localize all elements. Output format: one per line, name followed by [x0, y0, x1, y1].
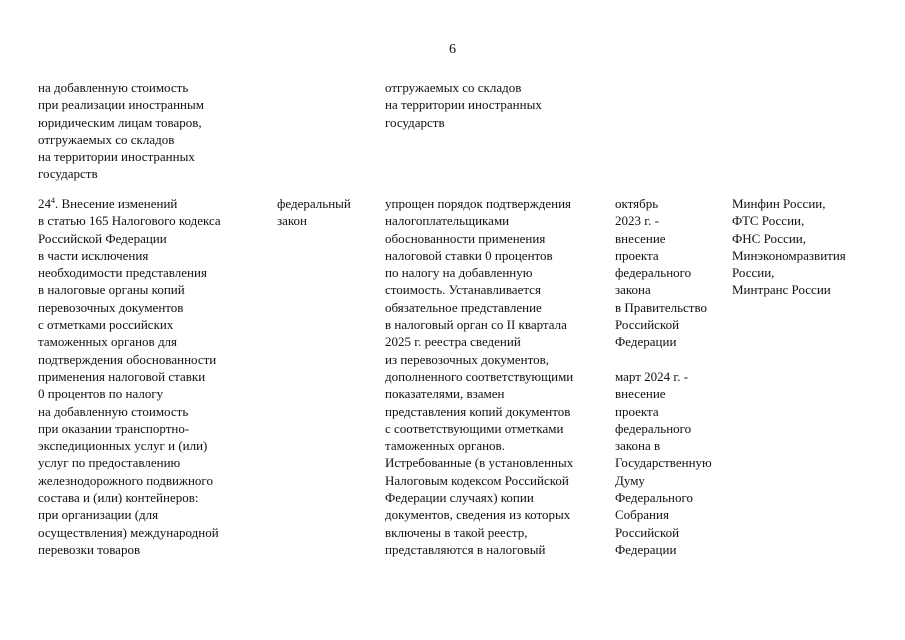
text-line: при организации (для — [38, 507, 159, 523]
text-line: Федерации — [615, 541, 677, 557]
continuation-measure-cell — [38, 79, 204, 183]
measure-title: . Внесение изменений — [55, 196, 178, 211]
text-line: федерального — [615, 420, 692, 436]
text-line: с отметками российских — [38, 317, 174, 333]
text-line: закона — [615, 282, 651, 298]
text-line: Государственную — [615, 455, 712, 471]
text-line: на добавленную стоимость — [38, 403, 189, 419]
text-line: государств — [385, 114, 445, 130]
text-line: отгружаемых со складов — [38, 131, 175, 147]
text-line: проекта — [615, 403, 659, 419]
text-line: Российской Федерации — [38, 230, 167, 246]
text-line: состава и (или) контейнеров: — [38, 490, 199, 506]
text-line: по налогу на добавленную — [385, 265, 533, 281]
text-line: перевозочных документов — [38, 299, 184, 315]
text-line: в налоговые органы копий — [38, 282, 185, 298]
text-line: включены в такой реестр, — [385, 524, 528, 540]
text-line: Федерации — [615, 334, 677, 350]
text-line: на добавленную стоимость — [38, 80, 189, 95]
text-line: железнодорожного подвижного — [38, 472, 213, 488]
text-line: обоснованности применения — [385, 230, 546, 246]
text-line: внесение — [615, 230, 666, 246]
measure-cell — [38, 195, 221, 558]
text-line: в статью 165 Налогового кодекса — [38, 213, 221, 229]
text-line: таможенных органов. — [385, 438, 505, 454]
text-line: при оказании транспортно- — [38, 420, 190, 436]
text-line: Думу — [615, 472, 645, 488]
spacer — [615, 351, 712, 368]
text-line: стоимость. Устанавливается — [385, 282, 541, 298]
responsible-cell — [732, 195, 846, 299]
text-line: проекта — [615, 247, 659, 263]
text-line: Истребованные (в установленных — [385, 455, 574, 471]
text-line: услуг по предоставлению — [38, 455, 181, 471]
text-line: дополненного соответствующими — [385, 368, 574, 384]
text-line: обязательное представление — [385, 299, 542, 315]
text-line: Налоговым кодексом Российской — [385, 472, 569, 488]
text-line: России, — [732, 265, 775, 281]
page-number: 6 — [449, 42, 456, 57]
text-line: март 2024 г. - — [615, 368, 689, 384]
text-line: перевозки товаров — [38, 541, 141, 557]
text-line: Собрания — [615, 507, 669, 523]
text-line: налоговой ставки 0 процентов — [385, 247, 553, 263]
text-line: при реализации иностранным — [38, 97, 204, 113]
text-line: показателями, взамен — [385, 386, 505, 402]
text-line: внесение — [615, 386, 666, 402]
text-line: из перевозочных документов, — [385, 351, 550, 367]
text-line: в Правительство — [615, 299, 708, 315]
text-line: ФНС России, — [732, 230, 807, 246]
text-line: 0 процентов по налогу — [38, 386, 164, 402]
text-line: Минтранс России — [732, 282, 831, 298]
text-line: юридическим лицам товаров, — [38, 114, 202, 130]
text-line: таможенных органов для — [38, 334, 178, 350]
text-line: в налоговый орган со II квартала — [385, 317, 567, 333]
document-type-cell — [277, 195, 351, 230]
text-line: экспедиционных услуг и (или) — [38, 438, 208, 454]
text-line: налогоплательщиками — [385, 213, 510, 229]
text-line: необходимости представления — [38, 265, 207, 281]
deadline-cell — [615, 195, 712, 558]
text-line: с соответствующими отметками — [385, 420, 564, 436]
text-line: федеральный — [277, 196, 351, 211]
text-line: закон — [277, 213, 308, 229]
row-number-superscript: 4 — [51, 196, 55, 205]
text-line: упрощен порядок подтверждения — [385, 196, 572, 211]
text-line: представляются в налоговый — [385, 541, 546, 557]
text-line: представления копий документов — [385, 403, 571, 419]
text-line: осуществления) международной — [38, 524, 219, 540]
text-line: Минэкономразвития — [732, 247, 846, 263]
text-line: отгружаемых со складов — [385, 80, 522, 95]
text-line: Российской — [615, 524, 680, 540]
text-line: на территории иностранных — [38, 149, 195, 165]
text-line: Федерального — [615, 490, 694, 506]
text-line: закона в — [615, 438, 661, 454]
text-line: применения налоговой ставки — [38, 368, 206, 384]
text-line: федерального — [615, 265, 692, 281]
text-line: подтверждения обоснованности — [38, 351, 217, 367]
result-cell — [385, 195, 573, 558]
text-line: на территории иностранных — [385, 97, 542, 113]
text-line: государств — [38, 166, 98, 182]
text-line: 2023 г. - — [615, 213, 659, 229]
text-line: в части исключения — [38, 247, 149, 263]
continuation-result-cell — [385, 79, 542, 131]
row-number: 24 — [38, 196, 51, 211]
text-line: Российской — [615, 317, 680, 333]
text-line: октябрь — [615, 196, 659, 211]
text-line: ФТС России, — [732, 213, 805, 229]
row-number-line — [38, 195, 221, 212]
text-line: документов, сведения из которых — [385, 507, 571, 523]
text-line: Федерации случаях) копии — [385, 490, 534, 506]
text-line: 2025 г. реестра сведений — [385, 334, 521, 350]
text-line: Минфин России, — [732, 196, 826, 211]
